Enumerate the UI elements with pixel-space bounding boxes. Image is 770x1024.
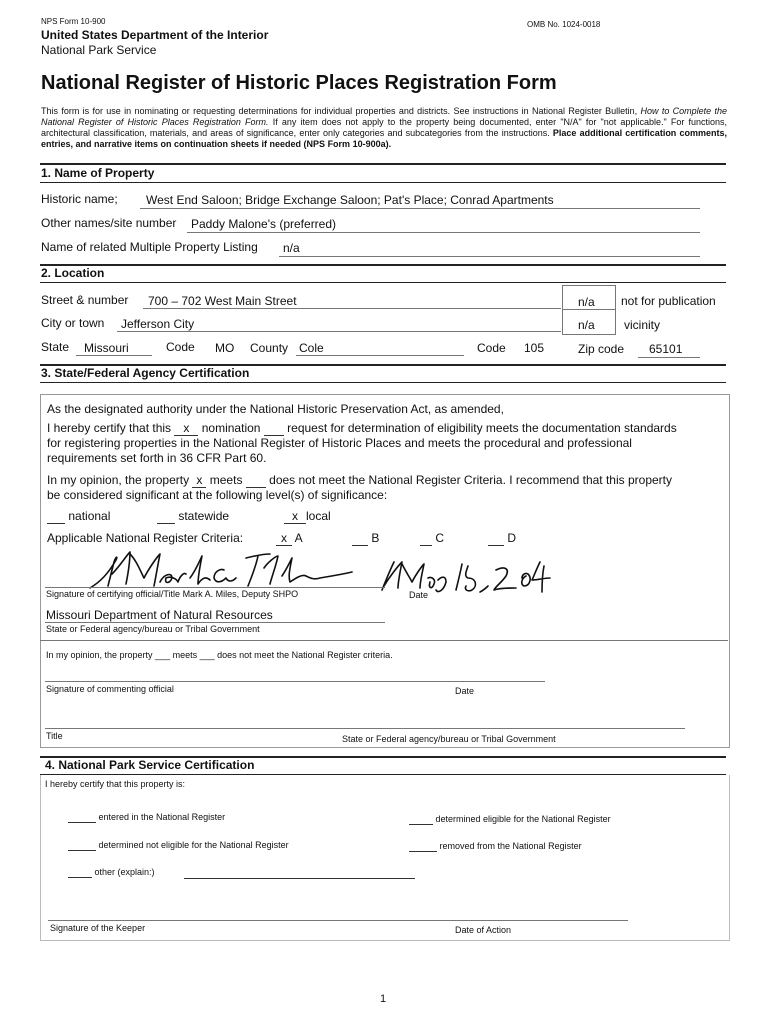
option-not-eligible (68, 840, 289, 851)
section1-heading: 1. Name of Property (41, 166, 155, 180)
other-explain-line (184, 878, 415, 879)
instructions-text-2: If any item does not apply to the property being documented, enter "N/A" for "not applicable." For functions, architectural classification, materials, and areas of significance, enter only categories and subcategories from the instructions. (41, 117, 727, 138)
city-line (117, 331, 561, 332)
title-caption: Title (46, 731, 63, 741)
instructions-bulletin: How to Complete the National Register of Historic Places Registration Form. (41, 106, 728, 127)
signature-caption: Signature of certifying official/Title Mark A. Miles, Deputy SHPO (46, 589, 299, 599)
section2-underline (40, 282, 726, 283)
certify-line-3: requirements set forth in 36 CFR Part 60. (47, 451, 267, 465)
criteria-label: Applicable National Register Criteria: (47, 531, 244, 545)
opinion-mark: x (192, 473, 206, 488)
instructions-paragraph (41, 106, 727, 150)
agency-caption: State or Federal agency/bureau or Tribal Government (46, 624, 260, 634)
level-statewide (157, 509, 229, 524)
city-value: Jefferson City (121, 317, 195, 331)
level-local-mark: x (284, 509, 306, 524)
zip-value: 65101 (649, 342, 683, 356)
state-code-value: MO (215, 341, 235, 355)
state-label: State (41, 340, 70, 354)
option-determined-eligible-label: determined eligible for the National Register (435, 814, 611, 824)
certify-line-2: for registering properties in the National Register of Historic Places and meets the procedural and professional (47, 436, 632, 450)
comment-divider (40, 640, 728, 641)
service-name: National Park Service (41, 43, 157, 57)
county-code-label: Code (477, 341, 506, 355)
nfp-label: not for publication (621, 294, 716, 308)
option-other-label: other (explain:) (94, 867, 155, 877)
option-determined-eligible (409, 814, 611, 825)
criteria-a-label: A (294, 531, 303, 545)
county-value: Cole (299, 341, 324, 355)
title-line (45, 728, 685, 729)
street-label: Street & number (41, 293, 129, 307)
historic-name-label: Historic name; (41, 192, 118, 206)
page-number: 1 (380, 993, 387, 1005)
other-names-label: Other names/site number (41, 216, 177, 230)
criteria-d (488, 531, 516, 546)
state-line (76, 355, 152, 356)
street-value: 700 – 702 West Main Street (148, 294, 297, 308)
keeper-caption: Signature of the Keeper (50, 923, 146, 933)
opinion-rest: does not meet the National Register Criteria. I recommend that this property (269, 473, 672, 487)
vicinity-value: n/a (578, 318, 595, 332)
certify-blank (264, 421, 284, 436)
agency-line (45, 622, 385, 623)
historic-name-line (140, 208, 700, 209)
section3-heading: 3. State/Federal Agency Certification (41, 366, 250, 380)
criteria-c-label: C (435, 531, 445, 545)
action-date-caption: Date of Action (455, 925, 512, 935)
option-other (68, 867, 155, 878)
city-label: City or town (41, 316, 105, 330)
section4-box (40, 775, 730, 941)
level-statewide-label: statewide (178, 509, 230, 523)
opinion-meets: meets (209, 473, 243, 487)
comment-opinion: In my opinion, the property ___ meets ___ does not meet the National Register criteria. (46, 650, 393, 660)
historic-name-value: West End Saloon; Bridge Exchange Saloon; Pat's Place; Conrad Apartments (146, 193, 554, 207)
date-caption: Date (409, 590, 429, 600)
section4-heading: 4. National Park Service Certification (45, 758, 255, 772)
zip-line (638, 357, 700, 358)
state-code-label: Code (166, 340, 195, 354)
instructions-text-1: This form is for use in nominating or requesting determinations for individual properties and districts. See instructions in National Register Bulletin, (41, 106, 641, 116)
criteria-a (276, 531, 303, 546)
option-not-eligible-label: determined not eligible for the National Register (98, 840, 289, 850)
criteria-d-label: D (507, 531, 517, 545)
section2-heading: 2. Location (41, 266, 105, 280)
option-entered-label: entered in the National Register (98, 812, 226, 822)
criteria-b (352, 531, 379, 546)
opinion-line (47, 473, 672, 488)
mpl-line (279, 256, 700, 257)
title-agency-caption: State or Federal agency/bureau or Tribal Government (342, 734, 556, 744)
other-names-line (187, 232, 700, 233)
level-national (47, 509, 110, 524)
option-removed (409, 841, 582, 852)
department-name: United States Department of the Interior (41, 28, 269, 42)
criteria-c (420, 531, 444, 546)
certify-rest: request for determination of eligibility meets the documentation standards (287, 421, 677, 435)
county-label: County (250, 341, 289, 355)
state-value: Missouri (84, 341, 129, 355)
opinion-pre: In my opinion, the property (47, 473, 190, 487)
street-line (143, 308, 561, 309)
signature-date (376, 556, 556, 596)
option-removed-label: removed from the National Register (439, 841, 582, 851)
nfp-value: n/a (578, 295, 595, 309)
section2-rule (40, 264, 726, 266)
form-title: National Register of Historic Places Registration Form (41, 72, 557, 94)
mpl-value: n/a (283, 241, 300, 255)
commenting-signature-caption: Signature of commenting official (46, 684, 174, 694)
opinion-line-2: be considered significant at the following level(s) of significance: (47, 488, 388, 502)
county-code-value: 105 (524, 341, 545, 355)
criteria-b-label: B (371, 531, 380, 545)
certify-nomination: nomination (201, 421, 261, 435)
certify-line (47, 421, 677, 436)
zip-label: Zip code (578, 342, 625, 356)
section4-certify: I hereby certify that this property is: (45, 779, 186, 789)
authority-statement: As the designated authority under the National Historic Preservation Act, as amended, (47, 402, 504, 416)
level-local-label: local (306, 509, 331, 523)
agency-value: Missouri Department of Natural Resources (46, 608, 273, 622)
section1-underline (40, 182, 726, 183)
omb-number: OMB No. 1024-0018 (527, 20, 601, 29)
location-checkbox-divider (562, 309, 615, 310)
section3-underline (40, 382, 726, 383)
vicinity-label: vicinity (624, 318, 661, 332)
signature-line (45, 587, 385, 588)
option-entered (68, 812, 225, 823)
other-names-value: Paddy Malone's (preferred) (191, 217, 337, 231)
certify-mark: x (174, 421, 198, 436)
certify-pre: I hereby certify that this (47, 421, 172, 435)
commenting-date-caption: Date (455, 686, 475, 696)
level-local (284, 509, 331, 524)
level-national-label: national (68, 509, 111, 523)
criteria-a-mark: x (276, 531, 292, 546)
form-number: NPS Form 10-900 (41, 17, 106, 26)
commenting-signature-line (45, 681, 545, 682)
section1-rule (40, 163, 726, 165)
mpl-label: Name of related Multiple Property Listing (41, 240, 258, 254)
instructions-bold: Place additional certification comments, entries, and narrative items on continuation sheets if needed (NPS Form 10-900a). (41, 128, 728, 149)
keeper-signature-line (48, 920, 628, 921)
opinion-blank (246, 473, 266, 488)
county-line (296, 355, 464, 356)
